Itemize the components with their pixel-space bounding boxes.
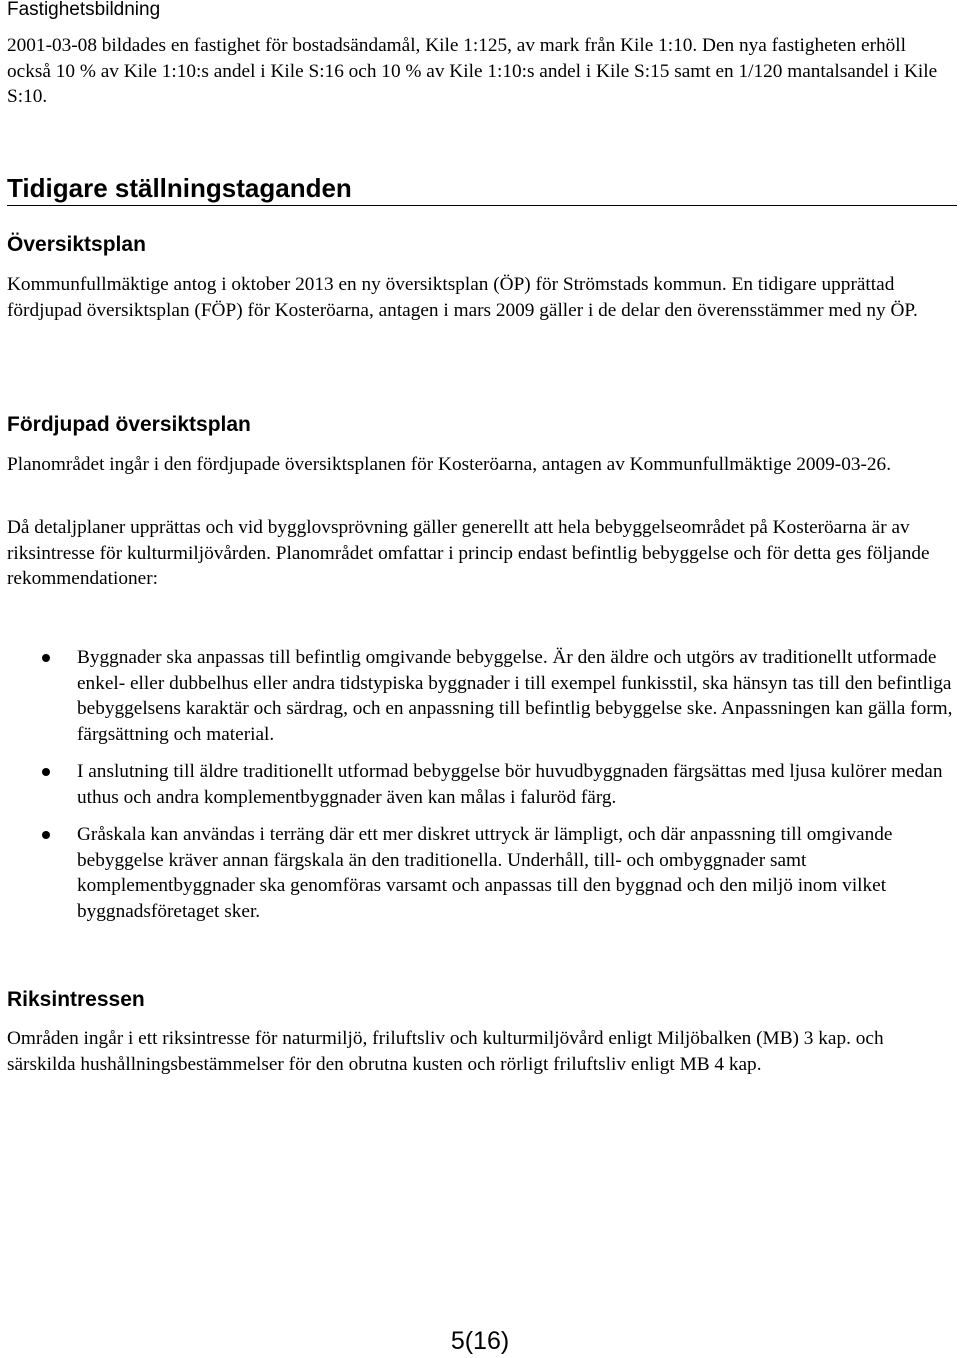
topic-heading: Fastighetsbildning	[7, 0, 161, 20]
riksintressen-paragraph: Områden ingår i ett riksintresse för naturmiljö, friluftsliv och kulturmiljövård enligt Miljöbalken (MB) 3 kap. och särskilda hushållningsbestämmelser för den obrutna kusten och rörligt friluftsliv enligt MB 4 kap.	[7, 1028, 884, 1075]
section-title-rule	[7, 205, 957, 206]
fordjupad-paragraph-2: Då detaljplaner upprättas och vid bygglovsprövning gäller generellt att hela bebyggelseområdet på Kosteröarna är av riksintresse för kulturmiljövården. Planområdet omfattar i princip endast befintlig bebyggelse och för detta ges följande rekommendationer:	[7, 517, 930, 590]
bullet-icon	[42, 768, 50, 776]
list-item-text: Byggnader ska anpassas till befintlig omgivande bebyggelse. Är den äldre och utgörs av traditionellt utformade enkel- eller dubbelhus eller andra tidstypiska byggnader i till exempel funkisstil, ska hänsyn tas till den befintliga bebyggelsens karaktär och särdrag, och en anpassning till befintlig bebyggelse ske. Anpassningen kan gälla form, färgsättning och material.	[77, 647, 953, 745]
subsection-title-riksintressen: Riksintressen	[7, 988, 145, 1011]
section-title-previous-positions: Tidigare ställningstaganden	[7, 173, 352, 203]
page-number: 5(16)	[450, 1327, 510, 1355]
subsection-title-oversiktsplan: Översiktsplan	[7, 233, 146, 256]
list-item-text: Gråskala kan användas i terräng där ett mer diskret uttryck är lämpligt, och där anpassning till omgivande bebyggelse kräver annan färgskala än den traditionella. Underhåll, till- och ombyggnader samt komplementbyggnader ska genomföras varsamt och anpassas till den byggnad och den miljö inom vilket byggnadsföretaget sker.	[77, 824, 893, 922]
bullet-icon	[42, 654, 50, 662]
oversiktsplan-paragraph: Kommunfullmäktige antog i oktober 2013 en ny översiktsplan (ÖP) för Strömstads kommun. En tidigare upprättad fördjupad översiktsplan (FÖP) för Kosteröarna, antagen i mars 2009 gäller i de delar den överensstämmer med ny ÖP.	[7, 274, 918, 321]
intro-paragraph: 2001-03-08 bildades en fastighet för bostadsändamål, Kile 1:125, av mark från Kile 1:10. Den nya fastigheten erhöll också 10 % av Kile 1:10:s andel i Kile S:16 och 10 % av Kile 1:10:s andel i Kile S:15 samt en 1/120 mantalsandel i Kile S:10.	[7, 35, 938, 108]
fordjupad-paragraph-1: Planområdet ingår i den fördjupade översiktsplanen för Kosteröarna, antagen av Kommunfullmäktige 2009-03-26.	[7, 454, 892, 475]
bullet-icon	[42, 831, 50, 839]
list-item-text: I anslutning till äldre traditionellt utformad bebyggelse bör huvudbyggnaden färgsättas med ljusa kulörer medan uthus och andra komplementbyggnader även kan målas i faluröd färg.	[77, 761, 943, 808]
subsection-title-fordjupad: Fördjupad översiktsplan	[7, 413, 251, 436]
